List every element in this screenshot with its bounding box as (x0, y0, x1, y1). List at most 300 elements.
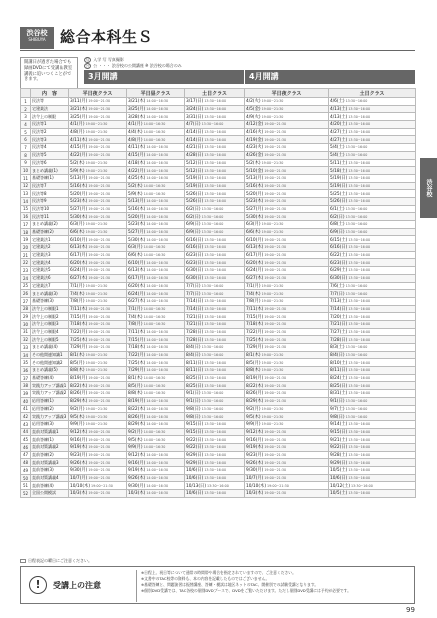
april-weeknight-date-value: 6/17(月) (246, 253, 264, 259)
april-weekend-date-time: 13:30~16:00 (345, 345, 368, 350)
april-weeknight-date-time: 19:00~21:30 (261, 353, 284, 358)
row-number (21, 382, 31, 390)
march-start-header: 3月開講 (84, 70, 244, 84)
photo-symbol-icon: 写 (85, 57, 90, 62)
march-weekend-date-time: 13:30~16:00 (204, 114, 227, 119)
march-weeknight-date-value: 9/2(月) (70, 406, 85, 412)
march-weekday-date-time: 14:00~16:30 (146, 237, 169, 242)
march-weekend-date (185, 420, 245, 428)
april-weeknight-date-time: 19:00~21:30 (264, 345, 287, 350)
row-number-value: 9 (24, 160, 27, 166)
march-weekday-date-time: 14:00~16:30 (146, 99, 169, 104)
april-weekend-date (329, 443, 416, 451)
lecture-name (31, 397, 69, 405)
april-weeknight-date-time: 19:00~21:30 (261, 99, 284, 104)
april-weekend-date-value: 8/11(日) (330, 368, 348, 374)
march-weekend-date-value: 8/11(日) (186, 360, 204, 366)
march-weekend-date-value: 5/19(日) (186, 183, 204, 189)
april-weeknight-date-value: 7/29(月) (246, 345, 264, 351)
march-weekday-date (127, 328, 185, 336)
april-weeknight-date-value: 4/2(火) (246, 99, 261, 105)
row-number (21, 190, 31, 198)
lecture-name-value: 実践力アップ講義2 (32, 390, 67, 396)
march-weekend-date-value: 7/14(日) (186, 299, 204, 305)
lecture-name-value: 直前対策講義2 (32, 444, 59, 450)
table-row (21, 390, 416, 398)
april-weeknight-date-value: 7/11(木) (246, 306, 264, 312)
march-weekday-date (127, 113, 185, 121)
march-weekday-date-value: 6/24(月) (128, 291, 146, 297)
april-weekend-date-time: 13:30~16:00 (345, 283, 368, 288)
lecture-name (31, 190, 69, 198)
lecture-name-value: 宅建業法2 (32, 244, 51, 250)
april-weekend-date-time: 13:30~16:00 (348, 383, 371, 388)
march-weekend-date-time: 13:30~16:00 (204, 445, 227, 450)
march-weekend-date (185, 436, 245, 444)
march-weeknight-date-time: 19:00~21:30 (88, 314, 111, 319)
march-weeknight-date-time: 19:00~21:30 (88, 429, 111, 434)
lecture-name (31, 405, 69, 413)
march-weeknight-date-time: 19:00~21:30 (88, 214, 111, 219)
march-weekday-date-value: 6/10(月) (128, 260, 146, 266)
badge-school-name: 渋谷校 (26, 29, 48, 37)
april-weeknight-date-time: 19:00~21:30 (264, 176, 287, 181)
lecture-name (31, 328, 69, 336)
row-number-value: 8 (24, 152, 27, 158)
april-weekend-date (329, 320, 416, 328)
march-weeknight-date (69, 420, 127, 428)
march-weeknight-date-value: 6/27(木) (70, 276, 88, 282)
row-number-value: 30 (22, 321, 29, 327)
april-weeknight-date (245, 205, 329, 213)
march-weeknight-date-time: 19:00~21:30 (88, 183, 111, 188)
march-weeknight-date-time: 19:00~21:30 (88, 391, 111, 396)
march-weeknight-date (69, 259, 127, 267)
march-weeknight-date-value: 9/23(月) (70, 452, 88, 458)
april-weeknight-date-value: 8/19(月) (246, 376, 264, 382)
table-row (21, 297, 416, 305)
april-weekend-date-time: 13:30~16:00 (345, 414, 368, 419)
march-weekday-date (127, 159, 185, 167)
march-weeknight-date-time: 19:00~21:30 (88, 468, 111, 473)
legend-photo-text: 入学 写 写真撮影 (93, 57, 124, 62)
march-weekday-date-time: 14:00~16:30 (146, 468, 169, 473)
april-weeknight-date-value: 4/23(火) (246, 145, 264, 151)
march-weekday-date (127, 459, 185, 467)
march-weekday-date (127, 98, 185, 106)
april-weeknight-date-value: 4/5(金) (246, 107, 261, 113)
march-weekend-date-time: 13:30~16:00 (204, 360, 227, 365)
march-weeknight-date-time: 19:00~21:30 (85, 130, 108, 135)
march-weekday-date-value: 4/8(月) (128, 137, 143, 143)
row-number-value: 40 (22, 398, 29, 404)
march-weekend-date-value: 6/16(日) (186, 237, 204, 243)
april-weeknight-date-value: 9/19(木) (246, 445, 264, 451)
april-weeknight-date (245, 420, 329, 428)
april-weeknight-date (245, 390, 329, 398)
march-weekday-date-value: 5/2(木) (128, 183, 143, 189)
row-number (21, 359, 31, 367)
april-weeknight-date-value: 10/10(木) (246, 483, 267, 489)
row-number-value: 18 (22, 229, 29, 235)
april-weekend-date-time: 13:30~16:00 (345, 291, 368, 296)
march-weekday-date-time: 14:00~16:30 (146, 291, 169, 296)
march-weekend-date-value: 3/31(日) (186, 114, 204, 120)
lecture-name-value: 直前答練(2) (32, 451, 54, 457)
march-weekday-date-time: 14:00~16:30 (143, 445, 166, 450)
april-weeknight-date-value: 7/18(木) (246, 322, 264, 328)
row-number-value: 28 (22, 306, 29, 312)
march-weeknight-date-value: 6/6(木) (70, 230, 85, 236)
table-row (21, 182, 416, 190)
april-weeknight-date-value: 9/26(木) (246, 460, 264, 466)
april-weekend-date (329, 197, 416, 205)
row-number (21, 344, 31, 352)
march-weeknight-date-time: 19:00~21:30 (88, 137, 111, 142)
march-weeknight-date-value: 3/25(月) (70, 114, 88, 120)
april-weeknight-date (245, 474, 329, 482)
table-row (21, 374, 416, 382)
march-weekday-date-value: 7/25(木) (128, 360, 146, 366)
march-weekday-date (127, 205, 185, 213)
note-square-icon (20, 559, 26, 563)
march-weekend-date-time: 13:30~16:00 (201, 222, 224, 227)
lecture-name (31, 490, 69, 498)
march-weeknight-date-value: 4/15(月) (70, 145, 88, 151)
april-weekend-date-value: 8/3(土) (330, 345, 345, 351)
march-weeknight-date (69, 436, 127, 444)
march-weekday-date-time: 14:00~16:30 (143, 245, 166, 250)
march-weeknight-date-value: 6/13(木) (70, 245, 88, 251)
lecture-name-value: その他関連知識2 (32, 359, 63, 365)
april-weeknight-date-time: 19:00~21:30 (264, 429, 287, 434)
april-weeknight-date-time: 19:00~21:30 (264, 206, 287, 211)
march-weekday-date-time: 14:00~16:30 (146, 107, 169, 112)
march-weeknight-date-value: 8/29(木) (70, 399, 88, 405)
table-row (21, 313, 416, 321)
march-weeknight-date-value: 10/7(月) (70, 476, 88, 482)
april-weekend-date-value: 9/29(日) (330, 460, 348, 466)
row-number-value: 2 (24, 106, 27, 112)
march-weekend-date-value: 7/7(日) (186, 291, 201, 297)
april-weeknight-date (245, 190, 329, 198)
april-weekend-date-value: 7/27(土) (330, 329, 348, 335)
march-weekend-date-time: 13:30~16:00 (204, 329, 227, 334)
lecture-name (31, 221, 69, 229)
table-row (21, 259, 416, 267)
april-weekend-date-time: 13:30~16:00 (345, 153, 368, 158)
march-weeknight-date (69, 390, 127, 398)
march-weeknight-date (69, 374, 127, 382)
lecture-name (31, 136, 69, 144)
lecture-name-value: 応用答練(1) (32, 398, 54, 404)
april-weeknight-date-time: 19:00~21:30 (264, 399, 287, 404)
march-weeknight-date-value: 4/8(月) (70, 130, 85, 136)
row-number (21, 182, 31, 190)
april-weekend-date-value: 4/20(土) (330, 122, 348, 128)
lecture-name-value: 法令上の制限5 (32, 336, 59, 342)
april-weeknight-date (245, 359, 329, 367)
row-number (21, 428, 31, 436)
row-number-value: 21 (22, 252, 29, 258)
march-weekday-date (127, 259, 185, 267)
march-weeknight-date-time: 19:00~21:30 (88, 329, 111, 334)
badge-school-romaji: SHIBUYA (28, 36, 46, 42)
march-weekend-date-value: 8/25(日) (186, 383, 204, 389)
march-weekend-date-time: 13:30~16:00 (204, 337, 227, 342)
table-row (21, 144, 416, 152)
march-weekend-date-value: 9/1(日) (186, 399, 201, 405)
march-weeknight-date-value: 3/21(木) (70, 107, 88, 113)
april-weekend-date-value: 6/23(日) (330, 260, 348, 266)
march-weeknight-date-value: 7/22(月) (70, 329, 88, 335)
april-weeknight-date-time: 19:00~21:30 (261, 414, 284, 419)
row-number-value: 7 (24, 144, 27, 150)
march-weekend-date-value: 4/21(日) (186, 145, 204, 151)
march-weekday-date-time: 14:00~16:30 (146, 114, 169, 119)
april-weekend-date-time: 13:30~16:00 (345, 99, 368, 104)
april-weekend-date-time: 13:30~16:00 (345, 145, 368, 150)
march-weeknight-date-value: 6/17(月) (70, 253, 88, 259)
lecture-name (31, 213, 69, 221)
april-weeknight-date (245, 259, 329, 267)
april-weeknight-date (245, 244, 329, 252)
march-weekend-date (185, 236, 245, 244)
march-weeknight-date-time: 19:00~21:30 (85, 160, 108, 165)
lecture-name-value: 民法等9 (32, 198, 47, 204)
march-weekday-date (127, 436, 185, 444)
march-weeknight-date (69, 98, 127, 106)
lecture-name (31, 382, 69, 390)
row-number-value: 33 (22, 344, 29, 350)
march-weekend-date-value: 7/14(日) (186, 306, 204, 312)
lecture-name (31, 174, 69, 182)
march-weeknight-date-value: 5/9(木) (70, 168, 85, 174)
april-weekend-date-time: 13:30~16:00 (348, 314, 371, 319)
april-weeknight-date-time: 19:00~21:30 (264, 376, 287, 381)
row-number (21, 305, 31, 313)
march-weekend-date-time: 13:30~16:00 (204, 268, 227, 273)
march-weeknight-date (69, 128, 127, 136)
lecture-name (31, 151, 69, 159)
march-weeknight-date-time: 19:00~21:30 (88, 176, 111, 181)
april-weeknight-date (245, 297, 329, 305)
march-weekend-date-time: 13:30~16:00 (207, 483, 229, 488)
april-weekend-date (329, 274, 416, 282)
april-weekend-date-value: 7/13(土) (330, 299, 348, 305)
row-number-value: 15 (22, 206, 29, 212)
march-weekday-date-value: 8/8(木) (128, 391, 143, 397)
april-weekend-date-time: 13:30~16:00 (348, 422, 371, 427)
april-weeknight-date (245, 159, 329, 167)
lecture-name (31, 443, 69, 451)
table-row (21, 205, 416, 213)
march-weekend-date-time: 13:30~16:00 (201, 406, 224, 411)
lecture-name-value: 民法等11 (32, 213, 50, 219)
table-row (21, 290, 416, 298)
march-weekday-date-value: 7/4(木) (128, 314, 143, 320)
march-weekend-date (185, 313, 245, 321)
march-weeknight-date (69, 413, 127, 421)
table-row (21, 282, 416, 290)
march-weekend-date-time: 13:30~16:00 (204, 260, 227, 265)
march-weekday-date-value: 8/19(月) (128, 399, 146, 405)
row-number-value: 51 (22, 483, 29, 489)
april-weekend-date (329, 436, 416, 444)
row-number (21, 236, 31, 244)
table-row (21, 159, 416, 167)
table-row (21, 336, 416, 344)
caution-line: ※文書中のTAC校等の資料も、本の内容を記載したものではございません。 (141, 575, 270, 581)
march-weekday-date (127, 190, 185, 198)
april-weekend-date (329, 182, 416, 190)
march-weekday-date-time: 14:00~16:30 (143, 137, 166, 142)
march-weekend-date-value: 3/17(日) (186, 99, 204, 105)
march-weekend-date-time: 13:30~16:00 (204, 276, 227, 281)
lecture-name (31, 197, 69, 205)
title-divider (20, 50, 415, 51)
march-weekday-date-value: 4/1(月) (128, 122, 143, 128)
march-weekend-date (185, 190, 245, 198)
row-number (21, 197, 31, 205)
april-weekend-date-time: 13:30~16:00 (348, 183, 371, 188)
col-number-header (21, 89, 31, 98)
march-weeknight-date-time: 19:00~21:30 (88, 306, 111, 311)
april-weeknight-date (245, 467, 329, 475)
april-weeknight-date (245, 98, 329, 106)
april-weekend-date-value: 6/30(日) (330, 276, 348, 282)
march-weeknight-date-time: 19:00~21:30 (88, 237, 111, 242)
april-weekend-date-value: 6/22(土) (330, 253, 348, 259)
march-weekday-date (127, 182, 185, 190)
march-weekday-date-time: 14:00~16:30 (146, 145, 169, 150)
row-number (21, 144, 31, 152)
march-weekend-date-value: 8/11(日) (186, 368, 204, 374)
march-weeknight-date-value: 5/13(月) (70, 176, 88, 182)
caution-line: ※日程上、祝日等について通常の時間帯や場合を指定されていますので、ご注意ください。 (141, 570, 296, 575)
march-weeknight-date (69, 359, 127, 367)
march-weekday-date-value: 7/29(月) (128, 368, 146, 374)
march-weeknight-date-time: 19:00~21:30 (88, 491, 111, 496)
april-weeknight-date-time: 19:00~21:30 (261, 368, 284, 373)
march-weekend-date (185, 159, 245, 167)
march-weekday-date-time: 14:00~16:30 (146, 260, 169, 265)
march-weekday-date-value: 5/9(木) (128, 191, 143, 197)
side-tab-shibuya[interactable]: 渋谷校 (420, 158, 437, 218)
april-weeknight-date (245, 228, 329, 236)
april-weeknight-date (245, 459, 329, 467)
april-weeknight-date-value: 6/27(木) (246, 276, 264, 282)
march-weekend-date (185, 413, 245, 421)
april-weeknight-date-value: 8/26(月) (246, 391, 264, 397)
april-weeknight-date-time: 19:00~21:30 (264, 476, 287, 481)
lecture-name (31, 359, 69, 367)
lecture-name-value: 民法等2 (32, 129, 47, 135)
footer-note-text: 日程表記の曜日にご注意ください。 (28, 558, 92, 563)
lecture-name (31, 113, 69, 121)
march-weeknight-date (69, 344, 127, 352)
april-weekend-date (329, 397, 416, 405)
row-number-value: 44 (22, 429, 29, 435)
march-weeknight-date-value: 4/22(月) (70, 153, 88, 159)
row-number-value: 6 (24, 137, 27, 143)
april-weekend-date-value: 9/22(日) (330, 445, 348, 451)
table-row (21, 236, 416, 244)
row-number (21, 443, 31, 451)
april-weekend-date-time: 13:30~16:00 (348, 114, 371, 119)
march-weekday-date (127, 428, 185, 436)
march-weekday-date-time: 14:00~16:30 (146, 491, 169, 496)
march-weekend-date-time: 13:30~16:00 (204, 452, 227, 457)
march-weekend-date-value: 10/13(日) (186, 483, 207, 489)
april-weekend-date (329, 290, 416, 298)
march-weekday-date-value: 9/12(木) (128, 452, 146, 458)
march-weeknight-date-value: 9/9(月) (70, 422, 85, 428)
april-weekend-date-value: 9/7(土) (330, 406, 345, 412)
april-weekend-date-value: 8/31(土) (330, 391, 348, 397)
march-weekend-date (185, 121, 245, 129)
april-weekend-date-value: 10/12(土) (330, 483, 351, 489)
march-weekend-date (185, 128, 245, 136)
lecture-name-value: 応用答練(2) (32, 405, 54, 411)
lecture-name (31, 351, 69, 359)
row-number (21, 290, 31, 298)
march-weekday-date-value: 4/15(月) (128, 153, 146, 159)
march-weeknight-date-time: 19:00~21:30 (88, 153, 111, 158)
april-weeknight-date-time: 19:00~21:30 (264, 137, 287, 142)
april-weeknight-date (245, 490, 329, 498)
march-weekday-date-time: 14:00~16:30 (146, 214, 169, 219)
march-weeknight-date-time: 19:00~21:30 (88, 107, 111, 112)
march-weekday-date (127, 144, 185, 152)
april-weekend-date-value: 6/1(土) (330, 206, 345, 212)
march-weekend-date (185, 228, 245, 236)
march-weekend-date-time: 13:30~16:00 (204, 468, 227, 473)
march-weeknight-date-value: 7/1(月) (70, 283, 85, 289)
march-weeknight-date-time: 19:00~21:30 (88, 199, 111, 204)
april-weekend-date (329, 336, 416, 344)
april-weekend-date-value: 5/19(日) (330, 183, 348, 189)
march-weeknight-date-value: 5/30(木) (70, 214, 88, 220)
april-weekend-date-value: 9/14(土) (330, 422, 348, 428)
april-weeknight-date (245, 221, 329, 229)
april-weeknight-date-time: 19:00~21:30 (264, 153, 287, 158)
april-weeknight-date-time: 19:00~21:30 (264, 130, 287, 135)
april-weeknight-date-value: 5/30(木) (246, 214, 264, 220)
april-weeknight-date (245, 167, 329, 175)
march-weekend-date-value: 9/22(日) (186, 445, 204, 451)
april-weeknight-date (245, 428, 329, 436)
march-weeknight-date (69, 443, 127, 451)
march-weekend-date (185, 351, 245, 359)
row-number-value: 12 (22, 183, 29, 189)
march-weekday-date (127, 274, 185, 282)
table-row (21, 443, 416, 451)
lecture-name (31, 320, 69, 328)
march-weekend-date (185, 397, 245, 405)
march-weekday-date-time: 14:00~16:30 (143, 437, 166, 442)
march-weekday-date (127, 290, 185, 298)
march-weekend-date-time: 13:30~16:00 (204, 460, 227, 465)
april-weekend-date (329, 374, 416, 382)
row-number (21, 259, 31, 267)
march-weeknight-date-time: 19:00~21:30 (85, 122, 108, 127)
april-weeknight-date-time: 19:00~21:30 (264, 383, 287, 388)
april-weekend-date-value: 9/1(日) (330, 399, 345, 405)
march-weekday-date-value: 5/13(月) (128, 199, 146, 205)
april-weekend-date (329, 159, 416, 167)
row-number-value: 42 (22, 414, 29, 420)
